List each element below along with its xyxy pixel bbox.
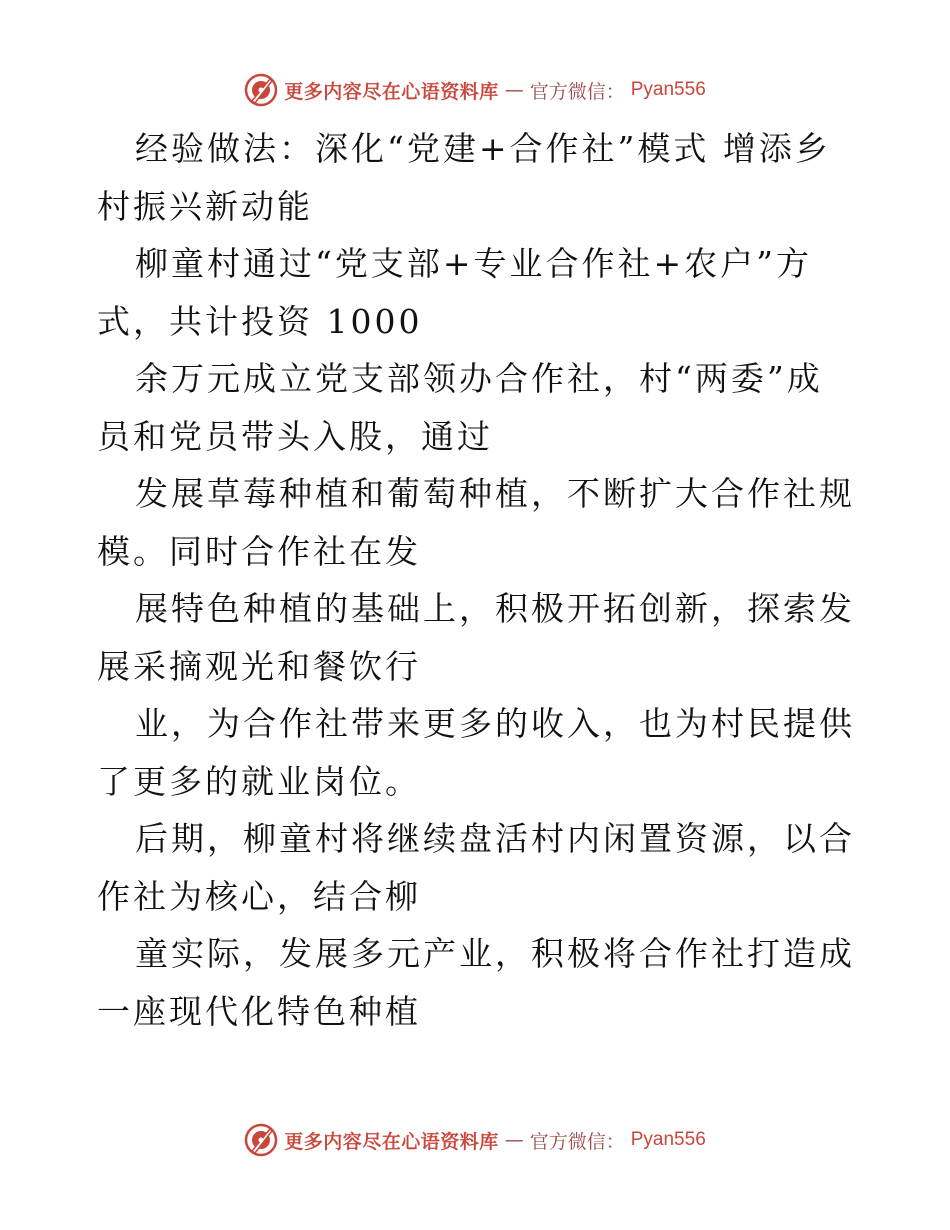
paragraph-3: 余万元成立党支部领办合作社，村“两委”成员和党员带头入股，通过: [97, 359, 823, 456]
paragraph-8: 童实际，发展多元产业，积极将合作社打造成一座现代化特色种植: [97, 934, 855, 1031]
watermark-text: 更多内容尽在心语资料库: [284, 1130, 499, 1153]
document-body: [97, 120, 857, 1040]
paragraph-5: 展特色种植的基础上，积极开拓创新，探索发展采摘观光和餐饮行: [97, 589, 855, 686]
header-watermark: [0, 70, 950, 110]
watermark-dash: —: [504, 1129, 524, 1151]
watermark-text: 更多内容尽在心语资料库: [284, 80, 499, 103]
paragraph-1: 经验做法：深化“党建+合作社”模式 增添乡村振兴新动能: [97, 129, 831, 226]
quill-logo-icon: [244, 73, 278, 107]
watermark-id: Pyan556: [630, 1129, 706, 1150]
paragraph-2: 柳童村通过“党支部+专业合作社+农户”方式，共计投资 1000: [97, 244, 813, 341]
watermark-label: 官方微信：: [529, 80, 625, 103]
watermark-dash: —: [504, 79, 524, 101]
footer-watermark: [0, 1120, 950, 1160]
paragraph-7: 后期，柳童村将继续盘活村内闲置资源，以合作社为核心，结合柳: [97, 819, 855, 916]
paragraph-4: 发展草莓种植和葡萄种植，不断扩大合作社规模。同时合作社在发: [97, 474, 855, 571]
watermark-id: Pyan556: [630, 79, 706, 100]
quill-logo-icon: [244, 1123, 278, 1157]
watermark-label: 官方微信：: [529, 1130, 625, 1153]
paragraph-6: 业，为合作社带来更多的收入，也为村民提供了更多的就业岗位。: [97, 704, 855, 801]
